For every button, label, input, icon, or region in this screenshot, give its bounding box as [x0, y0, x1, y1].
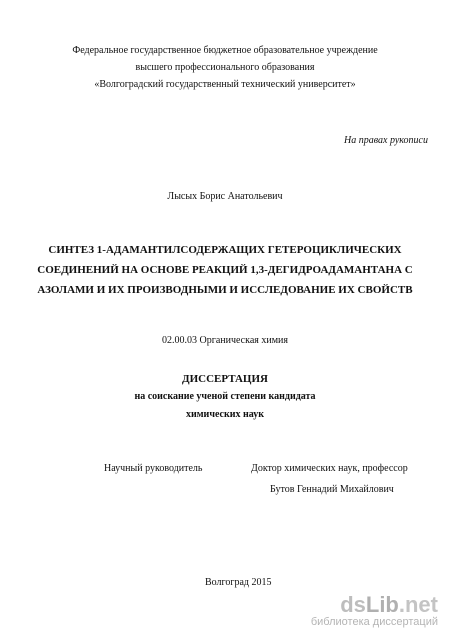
advisor-label: Научный руководитель: [104, 463, 203, 474]
watermark-tagline: библиотека диссертаций: [310, 616, 438, 628]
footer-city-year: Волгоград 2015: [205, 577, 272, 588]
author-name: Лысых Борис Анатольевич: [167, 191, 283, 202]
advisor-degree: Доктор химических наук, профессор: [251, 463, 408, 474]
watermark-logo: [311, 594, 438, 616]
watermark-logo-lib: Lib: [365, 592, 399, 617]
thesis-title-line-1: СИНТЕЗ 1-АДАМАНТИЛСОДЕРЖАЩИХ ГЕТЕРОЦИКЛИЧЕСКИХ: [48, 244, 402, 256]
dissertation-degree-line-1: на соискание ученой степени кандидата: [134, 391, 316, 402]
watermark: [311, 594, 438, 629]
institution-line-1: Федеральное государственное бюджетное образовательное учреждение: [72, 45, 378, 56]
institution-line-3: «Волгоградский государственный технический университет»: [94, 79, 356, 90]
advisor-name: Бутов Геннадий Михайлович: [270, 484, 394, 495]
dissertation-degree-line-2: химических наук: [185, 409, 264, 420]
institution-line-2: высшего профессионального образования: [135, 62, 315, 73]
specialty: 02.00.03 Органическая химия: [162, 335, 288, 346]
thesis-title-line-3: АЗОЛАМИ И ИХ ПРОИЗВОДНЫМИ И ИССЛЕДОВАНИЕ ИХ СВОЙСТВ: [37, 284, 413, 296]
thesis-title-line-2: СОЕДИНЕНИЙ НА ОСНОВЕ РЕАКЦИЙ 1,3-ДЕГИДРОАДАМАНТАНА С: [37, 264, 413, 276]
dissertation-heading: ДИССЕРТАЦИЯ: [182, 373, 268, 385]
watermark-logo-net: .net: [398, 592, 438, 617]
rights-note: На правах рукописи: [344, 135, 428, 146]
watermark-logo-ds: ds: [340, 592, 366, 617]
